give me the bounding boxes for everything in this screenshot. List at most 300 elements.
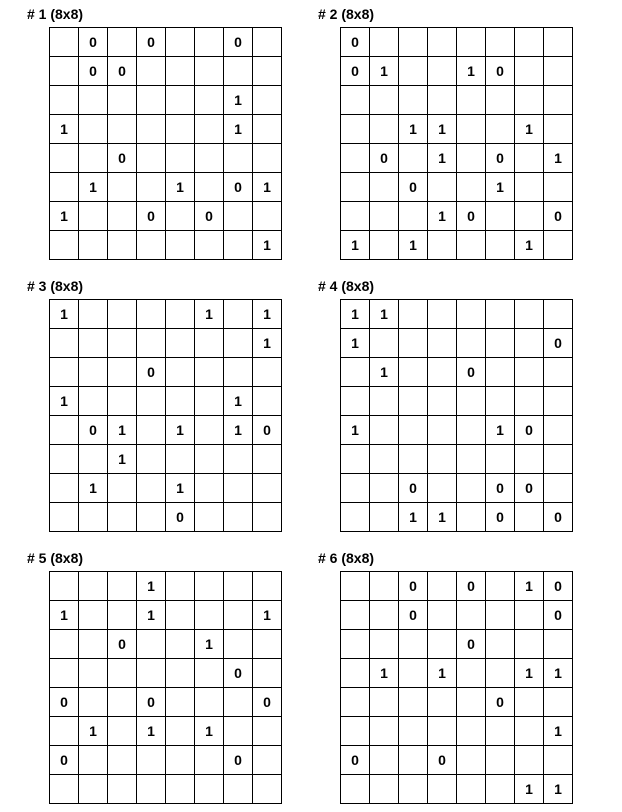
grid-cell[interactable]: 0 [224, 28, 253, 57]
grid-cell[interactable] [195, 416, 224, 445]
grid-cell[interactable] [253, 387, 282, 416]
grid-cell[interactable]: 0 [544, 503, 573, 532]
grid-cell[interactable] [486, 746, 515, 775]
grid-cell[interactable] [224, 300, 253, 329]
grid-cell[interactable]: 1 [428, 503, 457, 532]
grid-cell[interactable] [195, 746, 224, 775]
grid-cell[interactable] [399, 688, 428, 717]
grid-cell[interactable] [108, 173, 137, 202]
grid-cell[interactable] [253, 115, 282, 144]
grid-cell[interactable] [486, 387, 515, 416]
grid-cell[interactable] [108, 387, 137, 416]
grid-cell[interactable] [486, 445, 515, 474]
grid-cell[interactable] [253, 775, 282, 804]
grid-cell[interactable] [428, 300, 457, 329]
grid-cell[interactable]: 0 [515, 474, 544, 503]
grid-cell[interactable] [486, 86, 515, 115]
grid-cell[interactable]: 1 [370, 57, 399, 86]
grid-cell[interactable] [486, 601, 515, 630]
grid-cell[interactable] [341, 630, 370, 659]
grid-cell[interactable]: 1 [79, 173, 108, 202]
grid-cell[interactable]: 0 [166, 503, 195, 532]
grid-cell[interactable] [195, 86, 224, 115]
grid-cell[interactable] [428, 231, 457, 260]
grid-cell[interactable] [195, 601, 224, 630]
grid-cell[interactable] [137, 445, 166, 474]
grid-cell[interactable] [137, 416, 166, 445]
grid-cell[interactable]: 1 [428, 115, 457, 144]
grid-cell[interactable] [457, 601, 486, 630]
grid-cell[interactable] [486, 329, 515, 358]
grid-cell[interactable] [428, 57, 457, 86]
grid-cell[interactable] [224, 231, 253, 260]
grid-cell[interactable]: 0 [457, 202, 486, 231]
grid-cell[interactable] [195, 173, 224, 202]
grid-cell[interactable] [544, 746, 573, 775]
grid-cell[interactable]: 0 [108, 57, 137, 86]
grid-cell[interactable] [428, 775, 457, 804]
grid-cell[interactable] [515, 300, 544, 329]
grid-cell[interactable] [399, 445, 428, 474]
grid-cell[interactable]: 0 [79, 416, 108, 445]
grid-cell[interactable] [428, 572, 457, 601]
grid-cell[interactable] [224, 601, 253, 630]
grid-cell[interactable] [166, 659, 195, 688]
grid-cell[interactable] [50, 28, 79, 57]
grid-cell[interactable]: 1 [457, 57, 486, 86]
grid-cell[interactable] [428, 387, 457, 416]
grid-cell[interactable]: 0 [224, 659, 253, 688]
grid-cell[interactable] [108, 115, 137, 144]
grid-cell[interactable] [253, 717, 282, 746]
grid-cell[interactable]: 0 [544, 601, 573, 630]
grid-cell[interactable]: 1 [428, 144, 457, 173]
grid-cell[interactable] [341, 173, 370, 202]
grid-cell[interactable] [341, 601, 370, 630]
grid-cell[interactable] [50, 775, 79, 804]
grid-cell[interactable] [79, 358, 108, 387]
grid-cell[interactable] [341, 717, 370, 746]
grid-cell[interactable]: 1 [341, 416, 370, 445]
grid-cell[interactable] [457, 28, 486, 57]
grid-cell[interactable] [137, 387, 166, 416]
grid-cell[interactable] [224, 202, 253, 231]
grid-cell[interactable] [224, 358, 253, 387]
grid-cell[interactable] [166, 28, 195, 57]
grid-cell[interactable] [370, 572, 399, 601]
grid-cell[interactable] [224, 144, 253, 173]
grid-cell[interactable] [108, 688, 137, 717]
grid-cell[interactable] [137, 630, 166, 659]
grid-cell[interactable] [79, 231, 108, 260]
grid-cell[interactable]: 1 [50, 601, 79, 630]
grid-cell[interactable] [50, 630, 79, 659]
grid-cell[interactable] [137, 144, 166, 173]
grid-cell[interactable]: 0 [486, 57, 515, 86]
grid-cell[interactable] [370, 601, 399, 630]
grid-cell[interactable] [544, 630, 573, 659]
grid-cell[interactable] [253, 503, 282, 532]
grid-cell[interactable] [195, 688, 224, 717]
grid-cell[interactable]: 1 [108, 445, 137, 474]
grid-cell[interactable]: 0 [399, 474, 428, 503]
grid-cell[interactable] [224, 57, 253, 86]
grid-cell[interactable] [428, 173, 457, 202]
grid-cell[interactable] [50, 144, 79, 173]
grid-cell[interactable]: 1 [108, 416, 137, 445]
grid-cell[interactable] [253, 144, 282, 173]
grid-cell[interactable] [137, 503, 166, 532]
grid-cell[interactable] [515, 387, 544, 416]
grid-cell[interactable] [50, 173, 79, 202]
grid-cell[interactable] [108, 746, 137, 775]
grid-cell[interactable] [399, 329, 428, 358]
grid-cell[interactable]: 1 [341, 300, 370, 329]
grid-cell[interactable] [108, 474, 137, 503]
grid-cell[interactable] [79, 659, 108, 688]
grid-cell[interactable] [108, 572, 137, 601]
grid-cell[interactable] [50, 329, 79, 358]
grid-cell[interactable] [108, 775, 137, 804]
grid-cell[interactable] [137, 746, 166, 775]
grid-cell[interactable] [253, 630, 282, 659]
grid-cell[interactable] [224, 503, 253, 532]
grid-cell[interactable] [79, 86, 108, 115]
grid-cell[interactable]: 1 [224, 86, 253, 115]
grid-cell[interactable] [108, 659, 137, 688]
grid-cell[interactable] [108, 503, 137, 532]
grid-cell[interactable] [399, 202, 428, 231]
grid-cell[interactable]: 1 [195, 717, 224, 746]
grid-cell[interactable] [137, 775, 166, 804]
grid-cell[interactable]: 0 [224, 746, 253, 775]
grid-cell[interactable] [486, 231, 515, 260]
grid-cell[interactable] [166, 775, 195, 804]
grid-cell[interactable] [544, 387, 573, 416]
grid-cell[interactable] [50, 231, 79, 260]
grid-cell[interactable] [457, 387, 486, 416]
grid-cell[interactable]: 1 [253, 300, 282, 329]
grid-cell[interactable] [253, 86, 282, 115]
grid-cell[interactable] [457, 115, 486, 144]
grid-cell[interactable] [341, 503, 370, 532]
grid-cell[interactable] [370, 746, 399, 775]
grid-cell[interactable]: 1 [166, 173, 195, 202]
grid-cell[interactable] [486, 358, 515, 387]
grid-cell[interactable] [399, 144, 428, 173]
grid-cell[interactable] [108, 231, 137, 260]
grid-cell[interactable] [79, 445, 108, 474]
grid-cell[interactable] [253, 28, 282, 57]
grid-cell[interactable] [486, 28, 515, 57]
grid-cell[interactable]: 0 [399, 572, 428, 601]
grid-cell[interactable]: 1 [224, 115, 253, 144]
grid-cell[interactable] [195, 28, 224, 57]
grid-cell[interactable] [108, 300, 137, 329]
grid-cell[interactable] [195, 775, 224, 804]
grid-cell[interactable] [515, 144, 544, 173]
grid-cell[interactable] [515, 601, 544, 630]
grid-cell[interactable] [166, 329, 195, 358]
grid-cell[interactable]: 1 [253, 601, 282, 630]
grid-cell[interactable] [166, 601, 195, 630]
grid-cell[interactable] [108, 717, 137, 746]
grid-cell[interactable] [515, 28, 544, 57]
grid-cell[interactable] [544, 474, 573, 503]
grid-cell[interactable] [166, 572, 195, 601]
grid-cell[interactable]: 1 [544, 144, 573, 173]
grid-cell[interactable]: 1 [195, 300, 224, 329]
grid-cell[interactable] [195, 445, 224, 474]
grid-cell[interactable]: 1 [341, 329, 370, 358]
grid-cell[interactable] [515, 630, 544, 659]
grid-cell[interactable]: 1 [515, 775, 544, 804]
grid-cell[interactable]: 0 [544, 202, 573, 231]
grid-cell[interactable]: 1 [50, 202, 79, 231]
grid-cell[interactable] [253, 57, 282, 86]
grid-cell[interactable]: 0 [544, 572, 573, 601]
grid-cell[interactable] [457, 173, 486, 202]
grid-cell[interactable] [50, 717, 79, 746]
grid-cell[interactable] [370, 474, 399, 503]
grid-cell[interactable]: 1 [515, 231, 544, 260]
grid-cell[interactable] [399, 416, 428, 445]
grid-cell[interactable] [399, 387, 428, 416]
grid-cell[interactable] [428, 358, 457, 387]
grid-cell[interactable] [137, 57, 166, 86]
grid-cell[interactable] [399, 717, 428, 746]
grid-cell[interactable] [399, 659, 428, 688]
grid-cell[interactable] [370, 503, 399, 532]
grid-cell[interactable]: 0 [428, 746, 457, 775]
grid-cell[interactable] [457, 300, 486, 329]
grid-cell[interactable]: 0 [399, 601, 428, 630]
grid-cell[interactable] [108, 202, 137, 231]
grid-cell[interactable] [224, 474, 253, 503]
grid-cell[interactable]: 1 [399, 115, 428, 144]
grid-cell[interactable]: 1 [544, 659, 573, 688]
grid-cell[interactable] [253, 202, 282, 231]
grid-cell[interactable] [370, 630, 399, 659]
grid-cell[interactable] [341, 387, 370, 416]
grid-cell[interactable]: 0 [79, 28, 108, 57]
grid-cell[interactable] [370, 688, 399, 717]
grid-cell[interactable] [166, 717, 195, 746]
grid-cell[interactable] [428, 474, 457, 503]
grid-cell[interactable]: 1 [399, 503, 428, 532]
grid-cell[interactable]: 1 [224, 416, 253, 445]
grid-cell[interactable] [79, 300, 108, 329]
grid-cell[interactable] [224, 717, 253, 746]
grid-cell[interactable] [544, 416, 573, 445]
grid-cell[interactable] [428, 717, 457, 746]
grid-cell[interactable] [195, 115, 224, 144]
grid-cell[interactable] [457, 416, 486, 445]
grid-cell[interactable]: 0 [486, 474, 515, 503]
grid-cell[interactable] [457, 231, 486, 260]
grid-cell[interactable]: 0 [50, 688, 79, 717]
grid-cell[interactable] [457, 445, 486, 474]
grid-cell[interactable]: 0 [457, 630, 486, 659]
grid-cell[interactable]: 1 [137, 601, 166, 630]
grid-cell[interactable] [166, 300, 195, 329]
grid-cell[interactable] [195, 572, 224, 601]
grid-cell[interactable] [428, 28, 457, 57]
grid-cell[interactable] [515, 746, 544, 775]
grid-cell[interactable] [166, 86, 195, 115]
grid-cell[interactable] [370, 329, 399, 358]
grid-cell[interactable] [166, 746, 195, 775]
grid-cell[interactable] [137, 231, 166, 260]
grid-cell[interactable] [79, 115, 108, 144]
grid-cell[interactable] [50, 416, 79, 445]
grid-cell[interactable] [166, 115, 195, 144]
grid-cell[interactable] [79, 202, 108, 231]
grid-cell[interactable] [399, 28, 428, 57]
grid-cell[interactable] [137, 115, 166, 144]
grid-cell[interactable]: 0 [341, 746, 370, 775]
grid-cell[interactable]: 0 [486, 503, 515, 532]
grid-cell[interactable] [79, 630, 108, 659]
grid-cell[interactable] [457, 144, 486, 173]
grid-cell[interactable] [399, 630, 428, 659]
grid-cell[interactable] [137, 659, 166, 688]
grid-cell[interactable]: 1 [50, 387, 79, 416]
grid-cell[interactable] [515, 86, 544, 115]
grid-cell[interactable] [341, 659, 370, 688]
grid-cell[interactable]: 0 [486, 688, 515, 717]
grid-cell[interactable]: 1 [370, 358, 399, 387]
grid-cell[interactable] [515, 329, 544, 358]
grid-cell[interactable] [224, 688, 253, 717]
grid-cell[interactable] [341, 202, 370, 231]
grid-cell[interactable] [253, 572, 282, 601]
grid-cell[interactable]: 1 [195, 630, 224, 659]
grid-cell[interactable] [195, 659, 224, 688]
grid-cell[interactable] [50, 445, 79, 474]
grid-cell[interactable] [137, 474, 166, 503]
grid-cell[interactable] [457, 503, 486, 532]
grid-cell[interactable] [544, 115, 573, 144]
grid-cell[interactable] [457, 775, 486, 804]
grid-cell[interactable] [370, 445, 399, 474]
grid-cell[interactable] [253, 358, 282, 387]
grid-cell[interactable]: 1 [224, 387, 253, 416]
grid-cell[interactable] [486, 300, 515, 329]
grid-cell[interactable] [79, 329, 108, 358]
grid-cell[interactable] [166, 231, 195, 260]
grid-cell[interactable] [515, 202, 544, 231]
grid-cell[interactable] [166, 688, 195, 717]
grid-cell[interactable] [166, 387, 195, 416]
grid-cell[interactable] [370, 775, 399, 804]
grid-cell[interactable] [341, 144, 370, 173]
grid-cell[interactable] [428, 329, 457, 358]
grid-cell[interactable] [195, 231, 224, 260]
grid-cell[interactable] [166, 445, 195, 474]
grid-cell[interactable] [428, 416, 457, 445]
grid-cell[interactable] [224, 775, 253, 804]
grid-cell[interactable] [79, 572, 108, 601]
grid-cell[interactable] [79, 688, 108, 717]
grid-cell[interactable] [544, 445, 573, 474]
grid-cell[interactable] [486, 659, 515, 688]
grid-cell[interactable] [457, 474, 486, 503]
grid-cell[interactable] [166, 202, 195, 231]
grid-cell[interactable] [253, 659, 282, 688]
grid-cell[interactable] [544, 688, 573, 717]
grid-cell[interactable] [370, 173, 399, 202]
grid-cell[interactable] [79, 503, 108, 532]
grid-cell[interactable] [515, 717, 544, 746]
grid-cell[interactable]: 0 [253, 416, 282, 445]
grid-cell[interactable]: 0 [108, 630, 137, 659]
grid-cell[interactable] [137, 329, 166, 358]
grid-cell[interactable]: 1 [544, 775, 573, 804]
grid-cell[interactable] [253, 445, 282, 474]
grid-cell[interactable] [515, 688, 544, 717]
grid-cell[interactable] [224, 445, 253, 474]
grid-cell[interactable] [370, 86, 399, 115]
grid-cell[interactable]: 1 [486, 173, 515, 202]
grid-cell[interactable] [50, 474, 79, 503]
grid-cell[interactable] [544, 57, 573, 86]
grid-cell[interactable] [370, 387, 399, 416]
grid-cell[interactable] [79, 775, 108, 804]
grid-cell[interactable]: 0 [137, 28, 166, 57]
grid-cell[interactable]: 1 [137, 572, 166, 601]
grid-cell[interactable] [195, 358, 224, 387]
grid-cell[interactable] [370, 28, 399, 57]
grid-cell[interactable]: 0 [108, 144, 137, 173]
grid-cell[interactable] [544, 300, 573, 329]
grid-cell[interactable] [195, 474, 224, 503]
grid-cell[interactable]: 1 [79, 474, 108, 503]
grid-cell[interactable]: 0 [137, 202, 166, 231]
grid-cell[interactable]: 1 [486, 416, 515, 445]
grid-cell[interactable] [428, 445, 457, 474]
grid-cell[interactable] [370, 416, 399, 445]
grid-cell[interactable]: 0 [79, 57, 108, 86]
grid-cell[interactable] [50, 358, 79, 387]
grid-cell[interactable] [457, 746, 486, 775]
grid-cell[interactable]: 1 [253, 173, 282, 202]
grid-cell[interactable] [486, 775, 515, 804]
grid-cell[interactable]: 0 [515, 416, 544, 445]
grid-cell[interactable] [399, 775, 428, 804]
grid-cell[interactable]: 1 [370, 659, 399, 688]
grid-cell[interactable] [457, 659, 486, 688]
grid-cell[interactable]: 0 [137, 358, 166, 387]
grid-cell[interactable] [515, 57, 544, 86]
grid-cell[interactable] [544, 231, 573, 260]
grid-cell[interactable] [341, 358, 370, 387]
grid-cell[interactable] [137, 300, 166, 329]
grid-cell[interactable] [195, 57, 224, 86]
grid-cell[interactable] [341, 572, 370, 601]
grid-cell[interactable] [341, 688, 370, 717]
grid-cell[interactable] [50, 86, 79, 115]
grid-cell[interactable] [137, 173, 166, 202]
grid-cell[interactable] [195, 503, 224, 532]
grid-cell[interactable] [428, 688, 457, 717]
grid-cell[interactable]: 1 [166, 416, 195, 445]
grid-cell[interactable]: 1 [137, 717, 166, 746]
grid-cell[interactable]: 1 [253, 231, 282, 260]
grid-cell[interactable]: 0 [399, 173, 428, 202]
grid-cell[interactable]: 1 [544, 717, 573, 746]
grid-cell[interactable] [50, 572, 79, 601]
